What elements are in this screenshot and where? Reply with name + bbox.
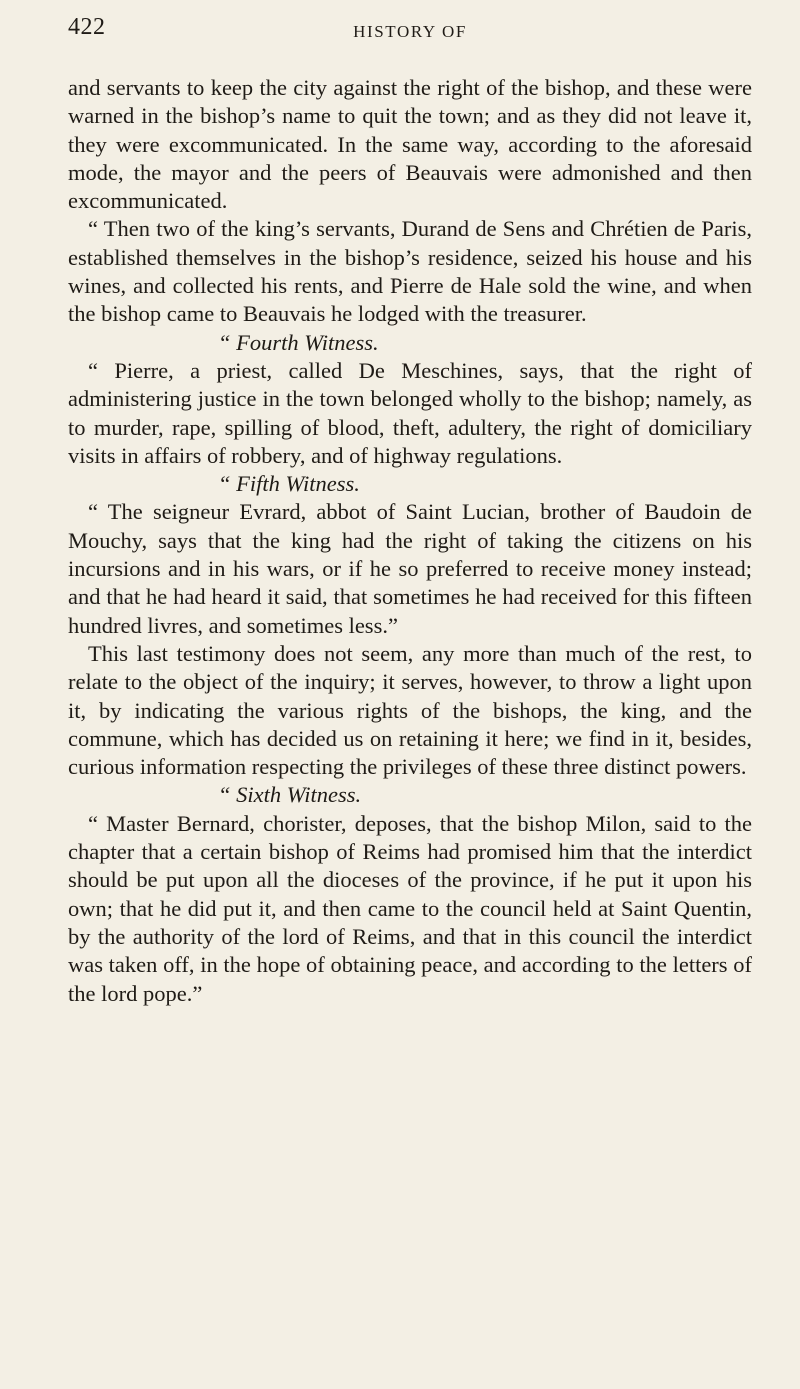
witness-heading: “ Sixth Witness. [218, 782, 362, 808]
paragraph: “ The seigneur Evrard, abbot of Saint Lucian, brother of Baudoin de Mouchy, says that the king had the right of taking the citizens on his incursions and in his wars, or if he so preferred to receive money instead; and that he had heard it said, that sometimes he had received for this fifteen hundred livres, and sometimes less.” [68, 499, 752, 638]
body-text [68, 74, 752, 1008]
witness-heading: “ Fourth Witness. [218, 329, 379, 355]
paragraph: “ Pierre, a priest, called De Meschines, says, that the right of administering justice in the town belonged wholly to the bishop; namely, as to murder, rape, spilling of blood, theft, adultery, the right of domiciliary visits in affairs of robbery, and of highway regulations. [68, 357, 752, 468]
paragraph: and servants to keep the city against the right of the bishop, and these were warned in the bishop’s name to quit the town; and as they did not leave it, they were excommunicated. In the same way, according to the aforesaid mode, the mayor and the peers of Beauvais were admonished and then excommunicated. [68, 75, 752, 214]
paragraph: “ Then two of the king’s servants, Durand de Sens and Chrétien de Paris, established themselves in the bishop’s residence, seized his house and his wines, and collected his rents, and Pierre de Hale sold the wine, and when the bishop came to Beauvais he lodged with the treasurer. [68, 216, 752, 327]
page-header [68, 14, 752, 74]
paragraph: This last testimony does not seem, any more than much of the rest, to relate to the object of the inquiry; it serves, however, to throw a light upon it, by indicating the various rights of the bishops, the king, and the commune, which has decided us on retaining it here; we find in it, besides, curious information respecting the privileges of these three distinct powers. [68, 640, 752, 780]
page-number: 422 [68, 14, 106, 40]
witness-heading: “ Fifth Witness. [218, 471, 360, 497]
running-head: HISTORY OF [353, 22, 467, 41]
paragraph: “ Master Bernard, chorister, deposes, that the bishop Milon, said to the chapter that a certain bishop of Reims had promised him that the interdict should be put upon all the dioceses of the province, if he put it upon his own; that he did put it, and then came to the council held at Saint Quentin, by the authority of the lord of Reims, and that in this council the interdict was taken off, in the hope of obtaining peace, and according to the letters of the lord pope.” [68, 810, 752, 1006]
